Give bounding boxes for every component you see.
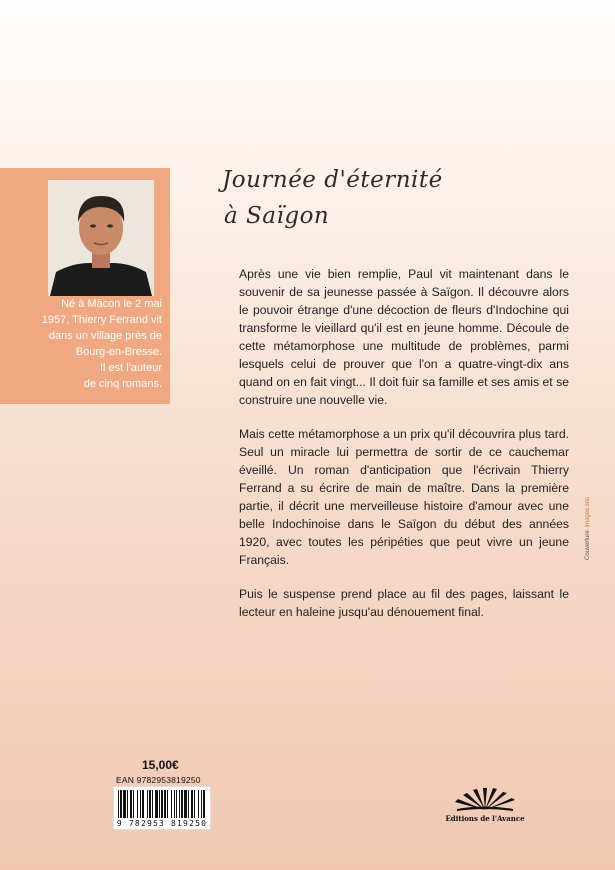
bio-line: Né à Mâcon le 2 mai [61, 298, 162, 310]
cover-credit-label: Couverture [585, 530, 591, 560]
title-line-1: Journée d'éternité [222, 167, 443, 193]
price: 15,00€ [142, 758, 179, 772]
title-line-2: à Saïgon [224, 203, 330, 229]
barcode-digits: 9 782953 819250 [116, 819, 208, 828]
bio-line: dans un village près de [48, 330, 162, 342]
bio-line: de cinq romans. [83, 378, 162, 390]
synopsis-paragraph-1: Après une vie bien remplie, Paul vit maintenant dans le souvenir de sa jeunesse passée à Saïgon. Il découvre alors le pouvoir étrange d'une décoction de fleurs d'Indochine qui transforme le vieillard qu'il est en jeune homme. Découle de cette métamorphose une multitude de problèmes, parmi lesquels celui de prouver que l'on a quatre-vingt-dix ans quand on en fait vingt... Il doit fuir sa famille et ses amis et se construire une nouvelle vie. [239, 267, 569, 407]
publisher-name: Editions de l'Avance [445, 814, 525, 823]
cover-credit [585, 480, 591, 560]
barcode [113, 786, 211, 830]
synopsis-paragraph-3: Puis le suspense prend place au fil des pages, laissant le lecteur en haleine jusqu'au dénouement final. [239, 587, 569, 619]
book-title [222, 162, 522, 234]
author-photo [48, 180, 154, 296]
synopsis [239, 265, 569, 637]
bio-line: 1957, Thierry Ferrand vit [41, 314, 162, 326]
bio-line: Bourg-en-Bresse. [75, 346, 162, 358]
barcode-bars [114, 788, 210, 820]
author-bio [8, 296, 162, 392]
synopsis-paragraph-2: Mais cette métamorphose a un prix qu'il découvrira plus tard. Seul un miracle lui permettra de sortir de ce cauchemar éveillé. Un roman d'anticipation que l'écrivain Thierry Ferrand a su écrire de main de maître. Dans la première partie, il décrit une merveilleuse histoire d'amour avec une belle Indochinoise dans le Saïgon du début des années 1920, avec toutes les péripéties que peut vivre un jeune Français. [239, 427, 569, 567]
cover-credit-brand: images.sns [585, 496, 591, 528]
ean-number: EAN 9782953819250 [116, 775, 201, 785]
bio-line: Il est l'auteur [99, 362, 162, 374]
author-box [0, 168, 170, 404]
publisher-logo [445, 782, 525, 812]
